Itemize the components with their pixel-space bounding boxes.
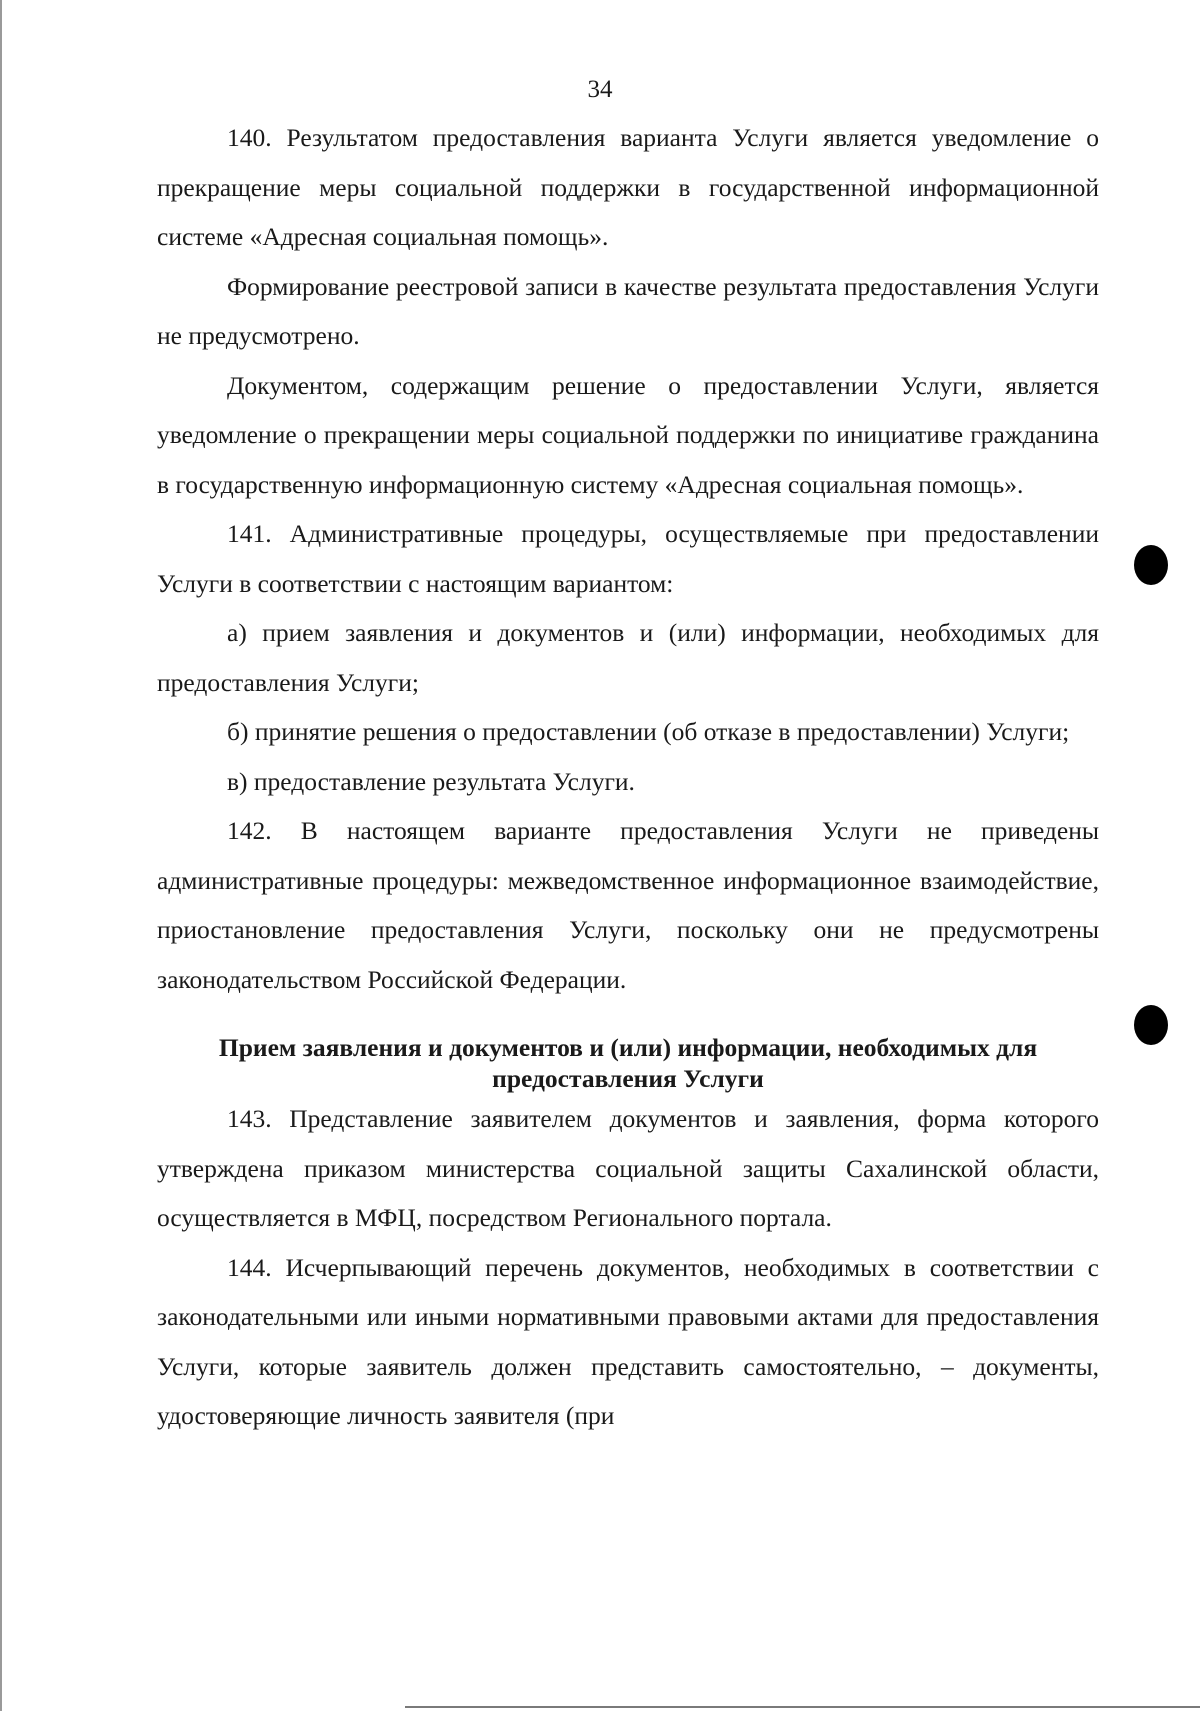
paragraph-registry-record: Формирование реестровой записи в качестве результата предоставления Услуги не предусмотрено. [157, 271, 1099, 350]
paragraph-141: 141. Административные процедуры, осуществляемые при предоставлении Услуги в соответствии с настоящим вариантом: [157, 519, 1099, 598]
paragraph-decision-document: Документом, содержащим решение о предоставлении Услуги, является уведомление о прекращении меры социальной поддержки по инициативе гражданина в государственную информационную систему «Адресная социальная помощь». [157, 370, 1099, 499]
scan-bottom-edge [405, 1706, 1200, 1708]
paragraph-140: 140. Результатом предоставления варианта Услуги является уведомление о прекращение меры социальной поддержки в государственной информационной системе «Адресная социальная помощь». [157, 123, 1099, 251]
paragraph-143: 143. Представление заявителем документов и заявления, форма которого утверждена приказом министерства социальной защиты Сахалинской области, осуществляется в МФЦ, посредством Регионального портала. [157, 1104, 1099, 1232]
scan-left-edge [0, 0, 2, 1711]
list-item-b: б) принятие решения о предоставлении (об отказе в предоставлении) Услуги; [227, 717, 1070, 746]
section-heading: Прием заявления и документов и (или) информации, необходимых для предоставления Услуги [218, 1033, 1038, 1093]
document-body [157, 113, 1099, 1441]
list-item-a: а) прием заявления и документов и (или) информации, необходимых для предоставления Услуги; [157, 618, 1099, 697]
paragraph-142: 142. В настоящем варианте предоставления Услуги не приведены административные процедуры: межведомственное информационное взаимодействие, приостановление предоставления Услуги, поскольку они не предусмотрены законодательством Российской Федерации. [157, 816, 1099, 994]
list-item-v: в) предоставление результата Услуги. [227, 766, 635, 796]
page-number: 34 [587, 76, 613, 103]
paragraph-144: 144. Исчерпывающий перечень документов, необходимых в соответствии с законодательными или иными нормативными правовыми актами для предоставления Услуги, которые заявитель должен представить самостоятельно, – документы, удостоверяющие личность заявителя (при [157, 1252, 1099, 1430]
punch-hole-bottom [1134, 1005, 1168, 1045]
punch-hole-top [1134, 545, 1168, 585]
